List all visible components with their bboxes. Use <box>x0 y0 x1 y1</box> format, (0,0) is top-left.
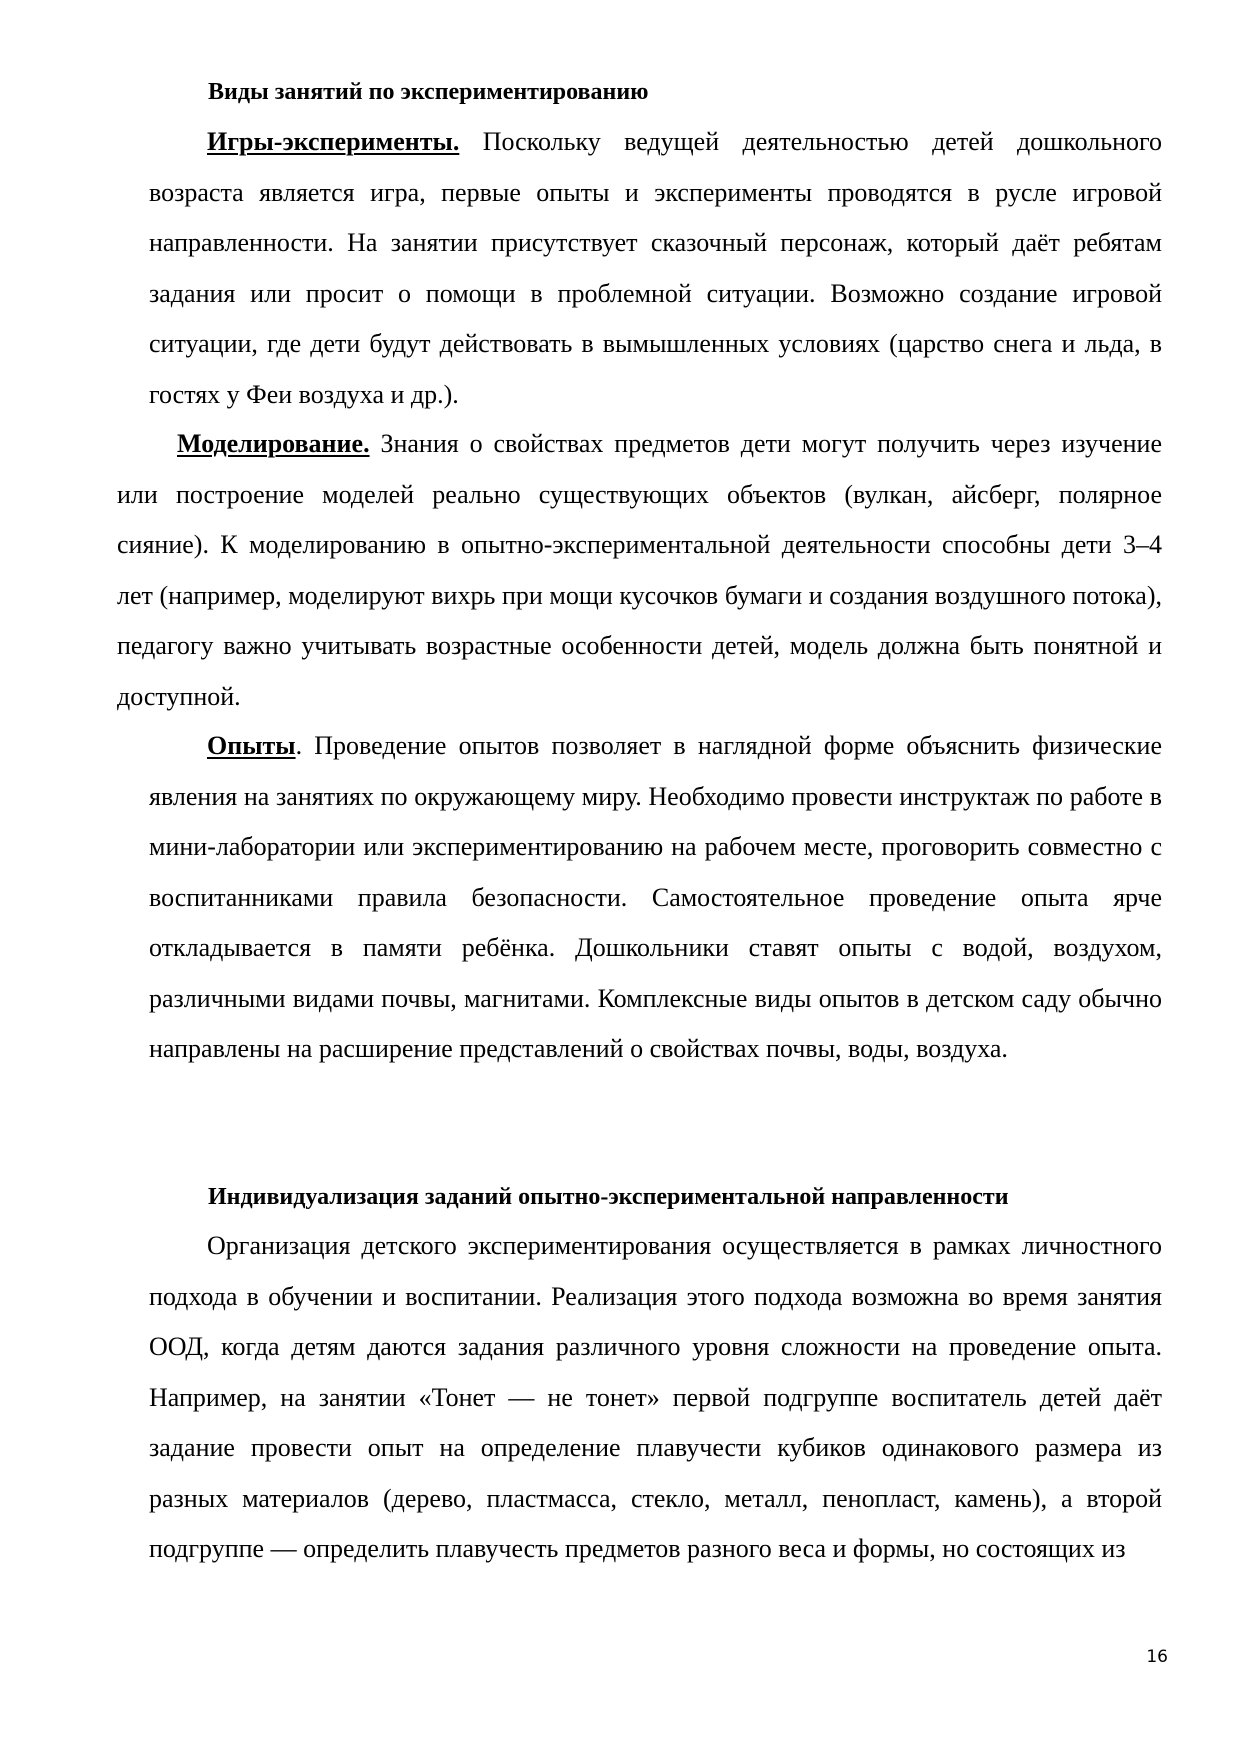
term-experiments: Опыты <box>207 731 296 760</box>
term-modeling: Моделирование. <box>177 429 370 458</box>
section-heading-experiment-types: Виды занятий по экспериментированию <box>208 79 649 105</box>
paragraph-games-text: Поскольку ведущей деятельностью детей дошкольного возраста является игра, первые опыты и эксперименты проводятся в русле игровой направленности. На занятии присутствует сказочный персонаж, который даёт ребятам задания или просит о помощи в проблемной ситуации. Возможно создание игровой ситуации, где дети будут действовать в вымышленных условиях (царство снега и льда, в гостях у Феи воздуха и др.). <box>149 127 1162 409</box>
page-number: 16 <box>1146 1647 1168 1667</box>
paragraph-modeling <box>117 419 1162 722</box>
paragraph-experiments <box>149 721 1162 1075</box>
paragraph-games-experiments <box>149 117 1162 420</box>
paragraph-modeling-text: Знания о свойствах предметов дети могут получить через изучение или построение моделей реально существующих объектов (вулкан, айсберг, полярное сияние). К моделированию в опытно-экспериментальной деятельности способны дети 3–4 лет (например, моделируют вихрь при мощи кусочков бумаги и создания воздушного потока), педагогу важно учитывать возрастные особенности детей, модель должна быть понятной и доступной. <box>117 429 1162 711</box>
paragraph-individualization: Организация детского экспериментирования осуществляется в рамках личностного подхода в обучении и воспитании. Реализация этого подхода возможна во время занятия ООД, когда детям даются задания различного уровня сложности на проведение опыта. Например, на занятии «Тонет — не тонет» первой подгруппе воспитатель детей даёт задание провести опыт на определение плавучести кубиков одинакового размера из разных материалов (дерево, пластмасса, стекло, металл, пенопласт, камень), а второй подгруппе — определить плавучесть предметов разного веса и формы, но состоящих из <box>149 1231 1162 1563</box>
term-games-experiments: Игры-эксперименты. <box>207 127 460 156</box>
section-heading-individualization: Индивидуализация заданий опытно-экспериментальной направленности <box>208 1184 1009 1210</box>
paragraph-experiments-text: . Проведение опытов позволяет в наглядной форме объяснить физические явления на занятиях по окружающему миру. Необходимо провести инструктаж по работе в мини-лаборатории или экспериментированию на рабочем месте, проговорить совместно с воспитанниками правила безопасности. Самостоятельное проведение опыта ярче откладывается в памяти ребёнка. Дошкольники ставят опыты с водой, воздухом, различными видами почвы, магнитами. Комплексные виды опытов в детском саду обычно направлены на расширение представлений о свойствах почвы, воды, воздуха. <box>149 731 1162 1063</box>
